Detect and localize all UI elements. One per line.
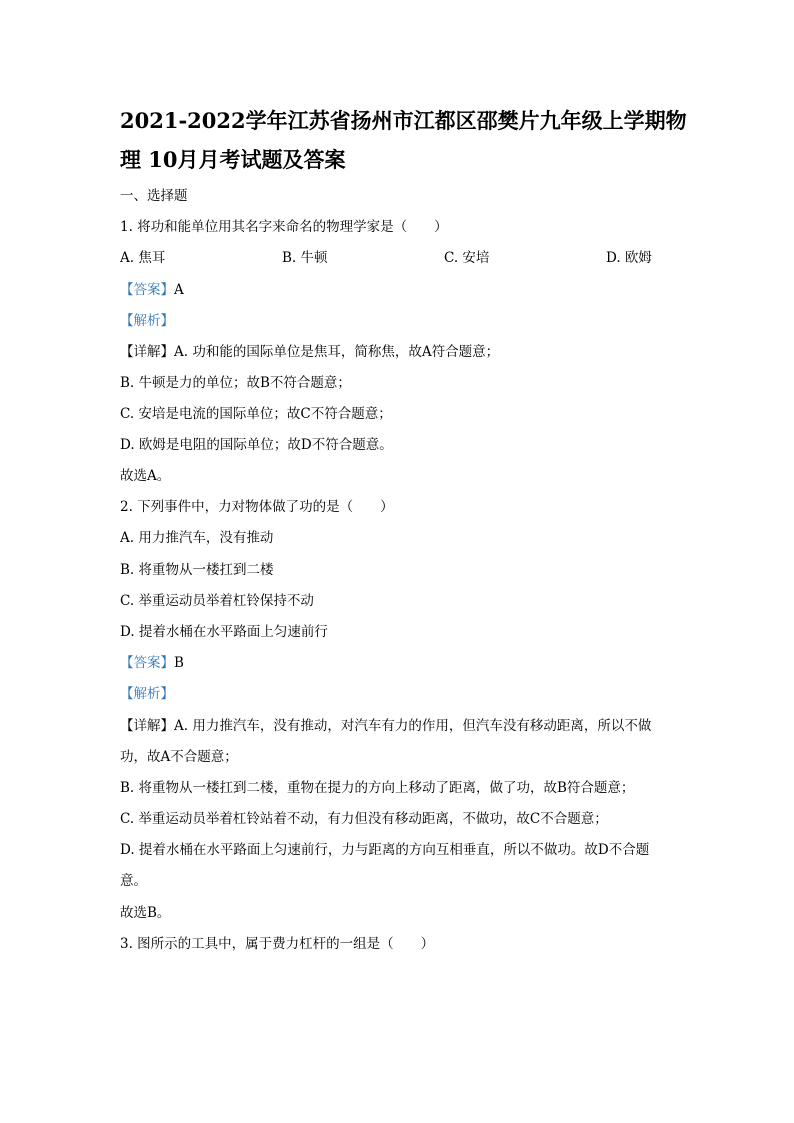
q2-option-a: A. 用力推汽车，没有推动 [120,530,274,546]
q2-detail-tag: 【详解】 [120,718,174,734]
q1-detail-tag: 【详解】 [120,344,174,360]
q2-analysis-tag: 【解析】 [120,686,174,702]
q1-detail-text-1: A. 功和能的国际单位是焦耳，简称焦，故A符合题意； [174,344,500,360]
q1-answer-value: A [174,282,184,298]
q1-analysis-tag: 【解析】 [120,313,174,329]
q1-detail-line-2: B. 牛顿是力的单位；故B不符合题意； [120,375,351,391]
q1-analysis [120,312,174,330]
q2-detail-text-1: A. 用力推汽车，没有推动，对汽车有力的作用，但汽车没有移动距离，所以不做 [174,718,652,734]
q1-detail-line-4: D. 欧姆是电阻的国际单位；故D不符合题意。 [120,437,393,453]
q2-stem: 2. 下列事件中，力对物体做了功的是（ ） [120,499,394,515]
q2-option-d: D. 提着水桶在水平路面上匀速前行 [120,624,328,640]
q2-analysis [120,685,174,703]
q1-stem: 1. 将功和能单位用其名字来命名的物理学家是（ ） [120,219,448,235]
q2-conclusion: 故选B。 [120,905,171,921]
q1-option-a: A. 焦耳 [120,250,166,266]
q1-detail-line-1 [120,343,499,361]
q2-detail-line-5: D. 提着水桶在水平路面上匀速前行，力与距离的方向互相垂直，所以不做功。故D不合题 [120,842,650,858]
q2-option-b: B. 将重物从一楼扛到二楼 [120,562,274,578]
q2-answer [120,654,184,672]
q1-detail-line-3: C. 安培是电流的国际单位；故C不符合题意； [120,406,392,422]
q2-detail-line-2: 功，故A不合题意； [120,749,238,765]
q2-option-c: C. 举重运动员举着杠铃保持不动 [120,593,314,609]
q2-answer-tag: 【答案】 [120,655,174,671]
section-heading: 一、选择题 [120,188,188,204]
q2-detail-line-4: C. 举重运动员举着杠铃站着不动，有力但没有移动距离，不做功，故C不合题意； [120,811,608,827]
q2-detail-line-1 [120,717,651,735]
q1-answer [120,281,184,299]
document-title-line-1: 2021-2022学年江苏省扬州市江都区邵樊片九年级上学期物 [120,108,687,133]
q3-stem: 3. 图所示的工具中，属于费力杠杆的一组是（ ） [120,936,435,952]
q1-conclusion: 故选A。 [120,468,171,484]
q2-detail-line-3: B. 将重物从一楼扛到二楼，重物在提力的方向上移动了距离，做了功，故B符合题意； [120,780,635,796]
q2-detail-line-6: 意。 [120,873,147,889]
q2-answer-value: B [174,655,184,671]
document-title-line-2: 理 10月月考试题及答案 [120,147,346,172]
q1-answer-tag: 【答案】 [120,282,174,298]
q1-option-d: D. 欧姆 [606,250,652,266]
q1-option-c: C. 安培 [444,250,490,266]
q1-option-b: B. 牛顿 [282,250,328,266]
